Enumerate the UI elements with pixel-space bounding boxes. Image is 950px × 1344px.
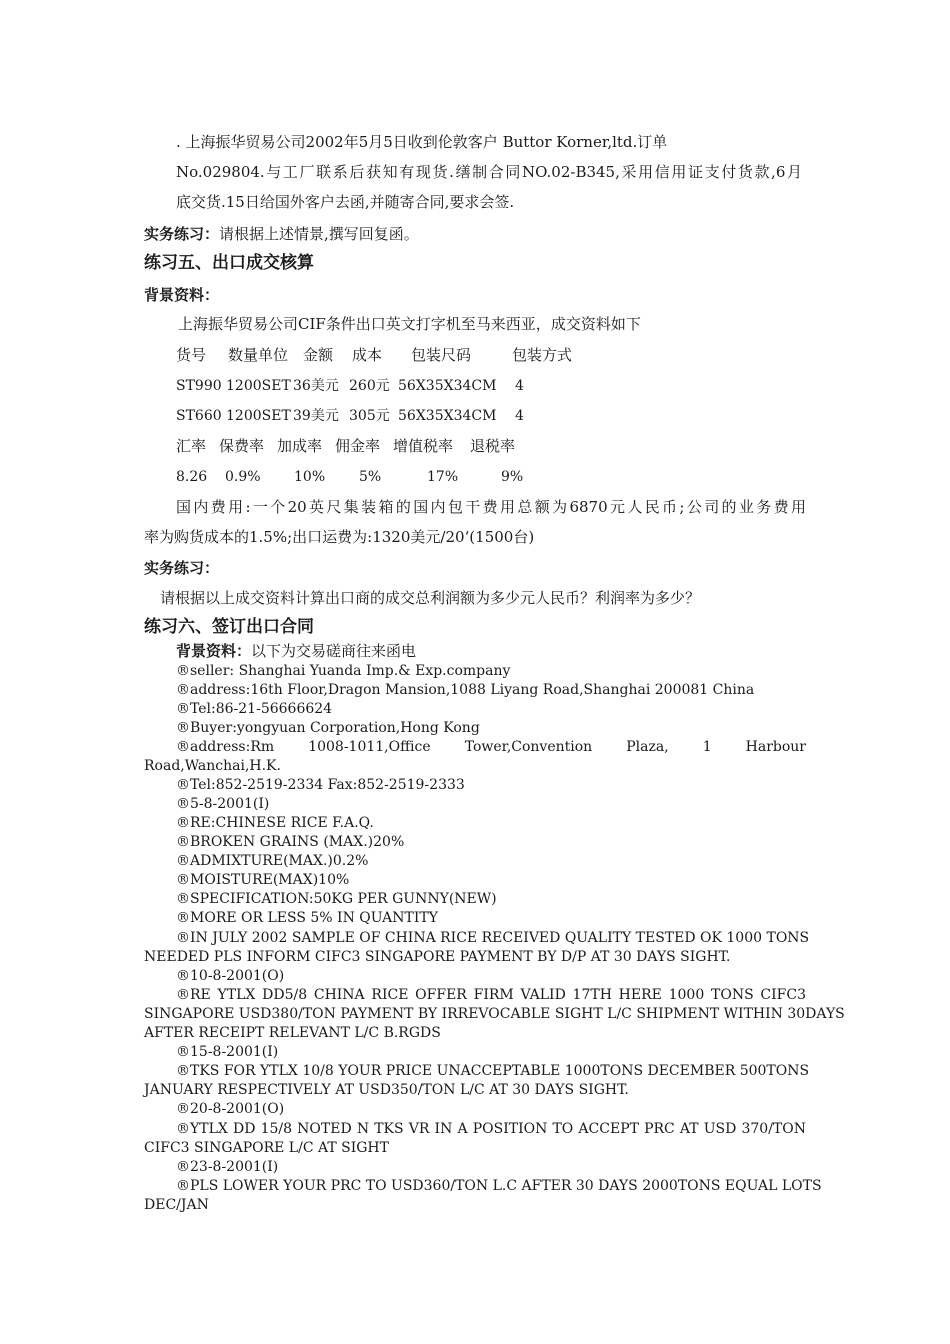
rate-header-exchange: 汇率	[176, 437, 207, 455]
practice-4	[144, 225, 419, 243]
rate-value-exchange: 8.26	[176, 469, 208, 485]
table-row-2-item: ST660	[176, 408, 222, 424]
rate-value-vat: 17%	[427, 469, 459, 485]
rate-header-markup: 加成率	[277, 437, 323, 455]
rate-value-markup: 10%	[294, 469, 326, 485]
list-item: ®10-8-2001(O)	[176, 968, 285, 984]
exercise-6-title: 练习六、签订出口合同	[144, 617, 314, 637]
exercise-6-bg	[176, 642, 416, 660]
list-item: ®15-8-2001(I)	[176, 1044, 279, 1060]
table-row-2-size: 56X35X34CM	[398, 408, 497, 424]
list-item: ®TKS FOR YTLX 10/8 YOUR PRICE UNACCEPTABLE 1000TONS DECEMBER 500TONS	[176, 1063, 810, 1079]
intro-line-3: 底交货.15日给国外客户去函,并随寄合同,要求会签.	[176, 193, 515, 211]
domestic-cost-line-2: 率为购货成本的1.5%;出口运费为:1320美元/20‘(1500台)	[144, 528, 535, 546]
list-item: ®MORE OR LESS 5% IN QUANTITY	[176, 910, 438, 926]
rate-header-vat: 增值税率	[393, 437, 454, 455]
table-row-1-pack: 4	[515, 378, 524, 394]
domestic-cost-line-1: 国内费用:一个20英尺集装箱的国内包干费用总额为6870元人民币;公司的业务费用	[176, 498, 806, 516]
table-header-cost: 成本	[352, 346, 383, 364]
practice-text: 请根据上述情景,撰写回复函。	[219, 225, 419, 243]
table-row-2-qty: 1200SET	[226, 408, 291, 424]
table-row-2-cost: 305元	[349, 408, 390, 424]
list-item: NEEDED PLS INFORM CIFC3 SINGAPORE PAYMENT BY D/P AT 30 DAYS SIGHT.	[144, 949, 731, 965]
list-item: ®MOISTURE(MAX)10%	[176, 872, 350, 888]
table-row-1-size: 56X35X34CM	[398, 378, 497, 394]
list-item: ®IN JULY 2002 SAMPLE OF CHINA RICE RECEIVED QUALITY TESTED OK 1000 TONS	[176, 930, 810, 946]
list-item: ®RE:CHINESE RICE F.A.Q.	[176, 815, 374, 831]
list-item: ®Tel:852-2519-2334 Fax:852-2519-2333	[176, 777, 465, 793]
list-item: ®PLS LOWER YOUR PRC TO USD360/TON L.C AFTER 30 DAYS 2000TONS EQUAL LOTS	[176, 1178, 822, 1194]
table-row-1-cost: 260元	[349, 378, 390, 394]
exercise-6-bg-label: 背景资料：	[176, 642, 252, 660]
intro-line-1: . 上海振华贸易公司2002年5月5日收到伦敦客户 Buttor Korner,ltd.订单	[176, 133, 668, 151]
list-item: ®23-8-2001(I)	[176, 1159, 279, 1175]
exercise-5-intro: 上海振华贸易公司CIF条件出口英文打字机至马来西亚，成交资料如下	[178, 315, 641, 333]
list-item: ®BROKEN GRAINS (MAX.)20%	[176, 834, 405, 850]
list-item: ®Tel:86-21-56666624	[176, 701, 333, 717]
list-item: ®ADMIXTURE(MAX.)0.2%	[176, 853, 369, 869]
list-item: CIFC3 SINGAPORE L/C AT SIGHT	[144, 1140, 389, 1156]
rate-header-insurance: 保费率	[219, 437, 265, 455]
exercise-5-title: 练习五、出口成交核算	[144, 253, 314, 273]
exercise-6-bg-text: 以下为交易磋商往来函电	[251, 642, 417, 660]
exercise-5-practice-label: 实务练习：	[144, 559, 220, 577]
exercise-5-question: 请根据以上成交资料计算出口商的成交总利润额为多少元人民币？利润率为多少？	[160, 589, 701, 607]
practice-label: 实务练习：	[144, 225, 220, 243]
list-item: ®address:Rm 1008-1011,Office Tower,Convention Plaza, 1 Harbour	[176, 739, 806, 755]
list-item: ®5-8-2001(I)	[176, 796, 270, 812]
list-item: AFTER RECEIPT RELEVANT L/C B.RGDS	[144, 1025, 441, 1041]
list-item: Road,Wanchai,H.K.	[144, 758, 281, 774]
exercise-5-bg-label: 背景资料：	[144, 286, 220, 304]
table-row-2-amount: 39美元	[293, 408, 339, 424]
list-item: ®seller: Shanghai Yuanda Imp.& Exp.company	[176, 663, 511, 679]
rate-header-commission: 佣金率	[335, 437, 381, 455]
list-item: ®SPECIFICATION:50KG PER GUNNY(NEW)	[176, 891, 497, 907]
rate-value-rebate: 9%	[501, 469, 524, 485]
table-header-pack: 包装方式	[512, 346, 573, 364]
list-item: DEC/JAN	[144, 1197, 209, 1213]
table-header-item: 货号	[176, 346, 207, 364]
rate-value-insurance: 0.9%	[225, 469, 261, 485]
table-row-2-pack: 4	[515, 408, 524, 424]
list-item: ®20-8-2001(O)	[176, 1101, 285, 1117]
list-item: SINGAPORE USD380/TON PAYMENT BY IRREVOCABLE SIGHT L/C SHIPMENT WITHIN 30DAYS	[144, 1006, 845, 1022]
rate-value-commission: 5%	[359, 469, 382, 485]
list-item: ®Buyer:yongyuan Corporation,Hong Kong	[176, 720, 480, 736]
list-item: ®YTLX DD 15/8 NOTED N TKS VR IN A POSITION TO ACCEPT PRC AT USD 370/TON	[176, 1121, 806, 1137]
list-item: ®RE YTLX DD5/8 CHINA RICE OFFER FIRM VALID 17TH HERE 1000 TONS CIFC3	[176, 987, 806, 1003]
list-item: JANUARY RESPECTIVELY AT USD350/TON L/C AT 30 DAYS SIGHT.	[144, 1082, 629, 1098]
table-row-1-item: ST990	[176, 378, 222, 394]
table-header-size: 包装尺码	[411, 346, 472, 364]
intro-line-2: No.029804.与工厂联系后获知有现货.缮制合同NO.02-B345,采用信用证支付货款,6月	[176, 163, 802, 181]
table-row-1-qty: 1200SET	[226, 378, 291, 394]
rate-header-rebate: 退税率	[470, 437, 516, 455]
table-header-qty: 数量单位	[228, 346, 289, 364]
list-item: ®address:16th Floor,Dragon Mansion,1088 Liyang Road,Shanghai 200081 China	[176, 682, 755, 698]
table-row-1-amount: 36美元	[293, 378, 339, 394]
table-header-amount: 金额	[303, 346, 334, 364]
